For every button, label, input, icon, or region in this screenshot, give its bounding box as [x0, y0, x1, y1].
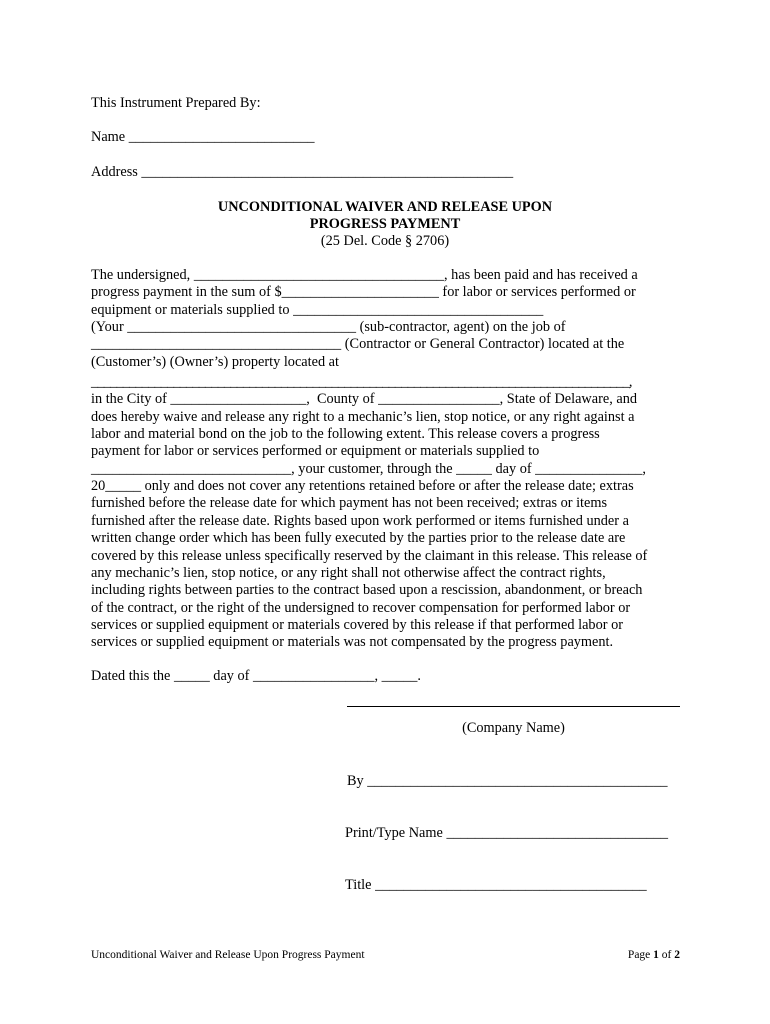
footer-document-title: Unconditional Waiver and Release Upon Progress Payment: [91, 949, 365, 961]
body-line: ___________________________________ (Contractor or General Contractor) located at the: [91, 336, 625, 353]
body-line: (Customer’s) (Owner’s) property located at: [91, 353, 340, 370]
dated-line: Dated this the _____ day of _________________, _____.: [91, 668, 421, 684]
body-line: labor and material bond on the job to the following extent. This release covers a progress: [91, 426, 600, 443]
body-line: covered by this release unless specifically reserved by the claimant in this release. This release of: [91, 547, 648, 564]
body-line: including rights between parties to the contract based upon a rescission, abandonment, or breach: [91, 582, 643, 599]
page-of: of: [658, 949, 675, 961]
body-line: services or supplied equipment or materials was not compensated by the progress payment.: [91, 634, 614, 651]
body-line: ____________________________, your customer, through the _____ day of _______________,: [91, 460, 646, 477]
body-line: progress payment in the sum of $______________________ for labor or services performed or: [91, 284, 636, 301]
body-line: of the contract, or the right of the undersigned to recover compensation for performed labor or: [91, 599, 631, 616]
body-line: any mechanic’s lien, stop notice, or any right shall not otherwise affect the contract rights,: [91, 564, 606, 581]
page-prefix: Page: [627, 949, 654, 961]
address-field-line: Address ____________________________________________________: [91, 164, 514, 180]
print-name-line: Print/Type Name _______________________________: [345, 825, 669, 841]
page-number: [628, 948, 680, 962]
company-signature-line: [347, 706, 680, 707]
statute-citation: (25 Del. Code § 2706): [320, 233, 450, 249]
body-line: 20_____ only and does not cover any retentions retained before or after the release date; extras: [91, 478, 634, 495]
body-line: equipment or materials supplied to ___________________________________: [91, 301, 544, 318]
body-line: furnished after the release date. Rights based upon work performed or items furnished under a: [91, 512, 629, 529]
body-line: furnished before the release date for which payment has not been received; extras or items: [91, 495, 608, 512]
prepared-by-label: This Instrument Prepared By:: [91, 95, 261, 111]
body-line: (Your ________________________________ (sub-contractor, agent) on the job of: [91, 319, 566, 336]
body-line: in the City of ___________________, County of _________________, State of Delaware, and: [91, 391, 637, 408]
name-field-line: Name __________________________: [91, 129, 315, 145]
by-signature-line: By __________________________________________: [347, 773, 668, 789]
body-line: _____________________________________________________________________________________,: [91, 374, 632, 391]
document-title-line1: UNCONDITIONAL WAIVER AND RELEASE UPON: [217, 199, 553, 215]
waiver-body: [91, 267, 691, 652]
body-line: does hereby waive and release any right to a mechanic’s lien, stop notice, or any right against a: [91, 408, 635, 425]
body-line: The undersigned, ___________________________________, has been paid and has received a: [91, 267, 638, 283]
page-current: 1: [653, 949, 659, 961]
body-line: payment for labor or services performed or equipment or materials supplied to: [91, 443, 540, 460]
company-name-label: (Company Name): [462, 720, 565, 736]
body-line: written change order which has been fully executed by the parties prior to the release date are: [91, 530, 626, 547]
document-title-line2: PROGRESS PAYMENT: [309, 216, 461, 232]
title-signature-line: Title ______________________________________: [345, 877, 647, 893]
body-line: services or supplied equipment or materials covered by this release if that performed labor or: [91, 616, 623, 633]
page-total: 2: [674, 949, 680, 961]
